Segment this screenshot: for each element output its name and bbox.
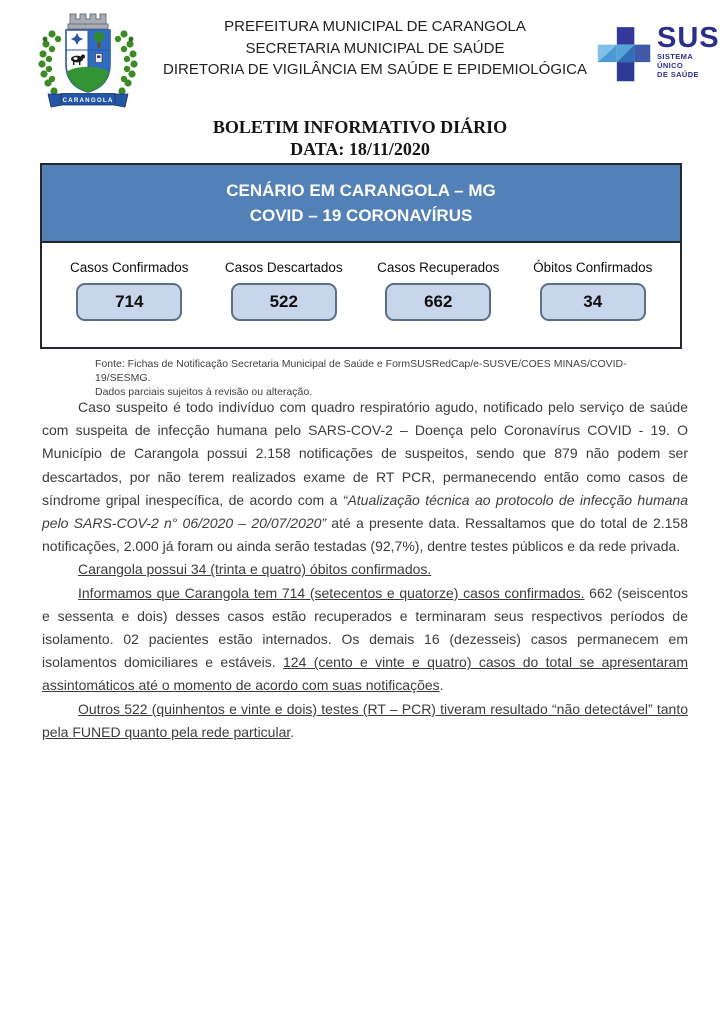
paragraph-casos-confirmados [42, 582, 688, 698]
org-line-3: DIRETORIA DE VIGILÂNCIA EM SAÚDE E EPIDEMIOLÓGICA [163, 61, 587, 78]
stat-value: 714 [115, 292, 144, 311]
stat-value-box [76, 283, 182, 321]
sus-subtitle-3: DE SAÚDE [657, 70, 699, 79]
bulletin-date: DATA: 18/11/2020 [290, 139, 430, 159]
stat-label: Casos Recuperados [377, 260, 500, 275]
stat-obitos-confirmados [518, 260, 668, 321]
org-line-1: PREFEITURA MUNICIPAL DE CARANGOLA [224, 18, 526, 35]
stat-casos-recuperados [363, 260, 513, 321]
stat-label: Casos Descartados [224, 260, 343, 275]
paragraph-caso-suspeito [42, 396, 688, 558]
source-note [95, 357, 675, 399]
paragraph-testes [42, 698, 688, 744]
stat-label: Óbitos Confirmados [533, 260, 653, 275]
p3-text: 662 (seiscentos e sessenta e dois) desses casos estão recuperados e terminaram seus respectivos períodos de isolamento. 02 pacientes estão internados. Os demais 16 (dezesseis) casos permanecem em isolamentos domiciliares e estáveis. [42, 584, 688, 671]
p3-period: . [439, 677, 444, 694]
source-note-line-2: Dados parciais sujeitos à revisão ou alteração. [95, 386, 313, 398]
p1-italic-citation: “Atualização técnica ao protocolo de infecção humana pelo SARS-COV-2 n° 06/2020 – 20/07/2020” [42, 491, 689, 532]
sus-subtitle-2: ÚNICO [657, 61, 684, 70]
p3-underlined-lead: Informamos que Carangola tem 714 (setecentos e quatorze) casos confirmados. [78, 584, 585, 601]
stat-value: 522 [269, 292, 298, 311]
p1-text-end: até a presente data. Ressaltamos que do total de 2.158 notificações, 2.000 já foram ou ainda serão testadas (92,7%), dentre testes públicos e da rede privada. [42, 515, 688, 555]
stats-row [42, 243, 680, 347]
source-note-line-1: Fonte: Fichas de Notificação Secretaria Municipal de Saúde e FormSUSRedCap/e-SUSVE/COES MINAS/COVID-19/SESMG. [95, 358, 627, 384]
carangola-crest-svg [32, 6, 144, 116]
bulletin-title-block [0, 116, 720, 160]
stat-value: 662 [424, 292, 453, 311]
paragraph-obitos [42, 558, 688, 581]
stat-value-box [540, 283, 646, 321]
banner-line-1: CENÁRIO EM CARANGOLA – MG [226, 181, 496, 200]
bulletin-body [42, 396, 688, 744]
crest-banner-label: CARANGOLA [62, 97, 114, 104]
stat-value-box [385, 283, 491, 321]
p3-underlined-assintomaticos: 124 (cento e vinte e quatro) casos do total se apresentaram assintomáticos até o momento de acordo com suas notificações [42, 654, 688, 694]
sus-logo-text [657, 24, 720, 86]
p4-underlined-text: Outros 522 (quinhentos e vinte e dois) testes (RT – PCR) tiveram resultado “não detectável” tanto pela FUNED quanto pela rede particular [42, 700, 688, 740]
scenario-banner [42, 165, 680, 243]
stat-label: Casos Confirmados [69, 260, 189, 275]
org-line-2: SECRETARIA MUNICIPAL DE SAÚDE [245, 39, 505, 57]
stat-value-box [231, 283, 337, 321]
carangola-crest-icon [32, 6, 144, 121]
banner-line-2: COVID – 19 CORONAVÍRUS [249, 206, 473, 225]
header-org-lines [140, 16, 610, 81]
bulletin-title: BOLETIM INFORMATIVO DIÁRIO [212, 117, 508, 137]
sus-subtitle-1: SISTEMA [657, 52, 694, 61]
sus-cross-icon [596, 24, 652, 86]
p1-text: Caso suspeito é todo indivíduo com quadro respiratório agudo, notificado pelo serviço de saúde com suspeita de infecção humana pelo SARS-COV-2 – Doença pelo Coronavírus COVID - 19. O Município de Carangola possui 2.158 notificações de suspeitos, sendo que 879 não podem ser descartados, por não terem realizados exame de RT PCR, permanecendo então como casos de síndrome gripal inespecífica, de acordo com a [42, 399, 688, 508]
p2-underlined-text: Carangola possui 34 (trinta e quatro) óbitos confirmados. [78, 561, 432, 578]
stat-casos-descartados [209, 260, 359, 321]
sus-logo [596, 24, 720, 86]
scenario-panel [40, 163, 682, 349]
stat-casos-confirmados [54, 260, 204, 321]
sus-logo-title: SUS [657, 22, 720, 54]
stat-value: 34 [583, 292, 603, 311]
p4-period: . [290, 723, 295, 740]
